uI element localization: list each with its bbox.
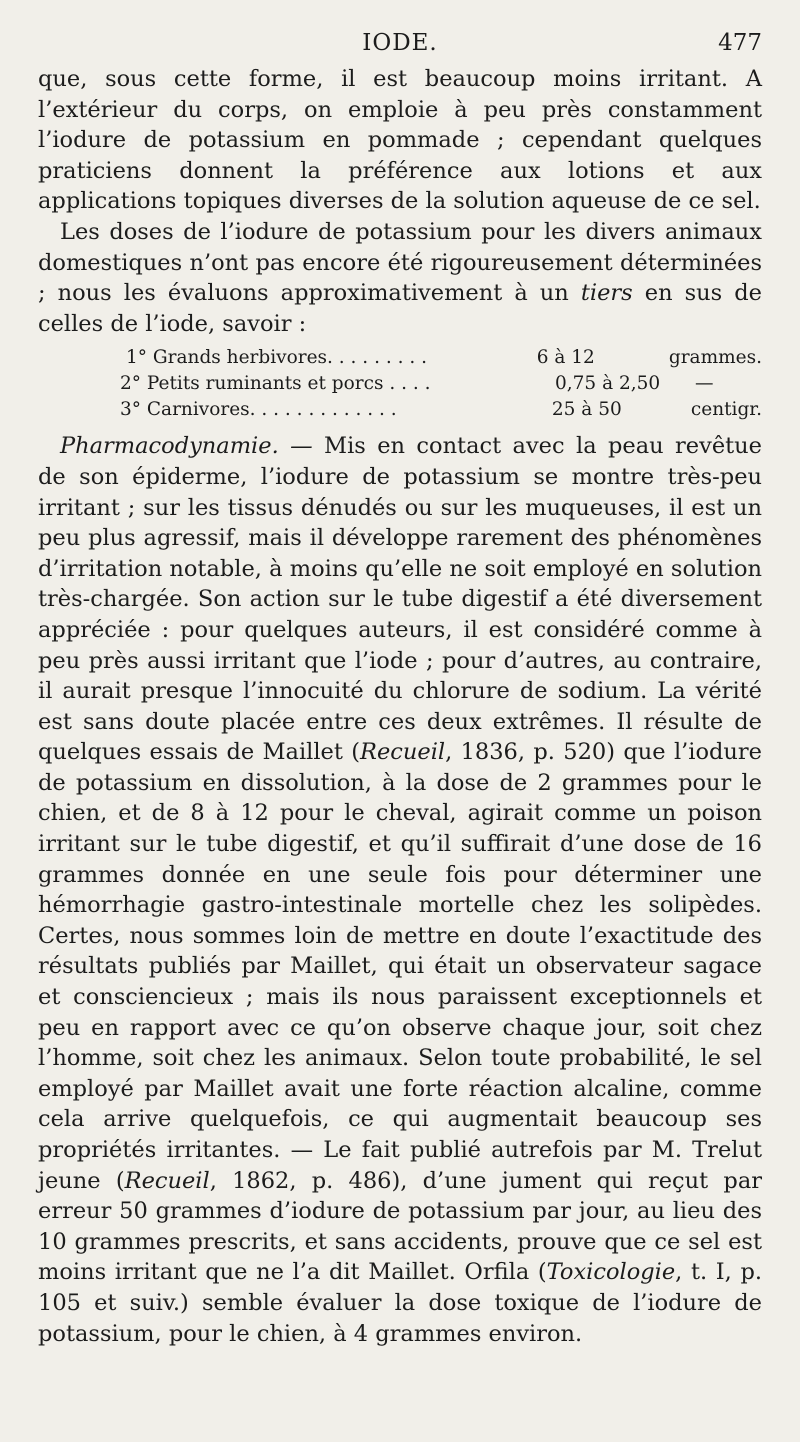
paragraph-3-text-a: Mis en contact avec la peau revêtue de son épiderme, l’iodure de potassium se montre très-peu irritant ; sur les tissus dénudés ou sur les muqueuses, il est un peu plus agressif, mais il développe rarement des phénomènes d’irritation notable, à moins qu’elle ne soit employé en solution très-chargée. Son action sur le tube digestif a été diversement appréciée : pour quelques auteurs, il est considéré comme à peu près aussi irritant que l’iode ; pour d’autres, au contraire, il aurait presque l’innocuité du chlorure de sodium. La vérité est sans doute placée entre ces deux extrêmes. Il résulte de quelques essais de Maillet ( xyxy=(38,433,762,766)
paragraph-2-text-b: en sus de celles de l’iode, savoir : xyxy=(38,280,762,337)
section-heading-pharmacodynamie: Pharmacodynamie. — xyxy=(60,433,313,460)
dose-amount: 25 à 50 xyxy=(551,399,622,421)
dose-row xyxy=(38,345,762,371)
paragraph-3 xyxy=(38,431,762,1349)
dose-list xyxy=(38,345,762,423)
page-number: 477 xyxy=(718,30,762,56)
paragraph-3-text-d: , t. I, p. 105 et suiv.) semble évaluer la dose toxique de l’iodure de potassium, pour le chien, à 4 grammes environ. xyxy=(38,1259,762,1347)
citation-recueil-1836: Recueil xyxy=(360,739,446,766)
dose-unit: centigr. xyxy=(690,399,762,421)
dose-unit: grammes. xyxy=(668,347,762,369)
paragraph-2-text-a: Les doses de l’iodure de potassium pour les divers animaux domestiques n’ont pas encore été rigoureusement déterminées ; nous les évaluons approximativement à un xyxy=(38,218,762,307)
dose-label: 1° Grands herbivores. . . . . . . . . xyxy=(126,347,427,369)
paragraph-3-text-b: , 1836, p. 520) que l’iodure de potassium en dissolution, à la dose de 2 grammes pour le chien, et de 8 à 12 pour le cheval, agirait comme un poison irritant sur le tube digestif, et qu’il suffirait d’une dose de 16 grammes donnée en une seule fois pour déterminer une hémorrhagie gastro-intestinale mortelle chez les solipèdes. Certes, nous sommes loin de mettre en doute l’exactitude des résultats publiés par Maillet, qui était un observateur sagace et consciencieux ; mais ils nous paraissent exceptionnels et peu en rapport avec ce qu’on observe chaque jour, soit chez l’homme, soit chez les animaux. Selon toute probabilité, le sel employé par Maillet avait une forte réaction alcaline, comme cela arrive quelquefois, ce qui augmentait beaucoup ses propriétés irritantes. — Le fait publié autrefois par M. Trelut jeune ( xyxy=(38,739,762,1194)
paragraph-3-text-c: , 1862, p. 486), d’une jument qui reçut par erreur 50 grammes d’iodure de potassium par jour, au lieu des 10 grammes prescrits, et sans accidents, prouve que ce sel est moins irritant que ne l’a dit Maillet. Orfila ( xyxy=(38,1167,762,1286)
dose-row xyxy=(38,397,762,423)
running-header xyxy=(38,30,762,64)
body-text xyxy=(38,64,762,1349)
paragraph-1: que, sous cette forme, il est beaucoup moins irritant. A l’extérieur du corps, on emploie à peu près constamment l’iodure de potassium en pommade ; cependant quelques praticiens donnent la préférence aux lotions et aux applications topiques diverses de la solution aqueuse de ce sel. xyxy=(38,66,762,215)
citation-recueil-1862: Recueil xyxy=(124,1167,210,1194)
citation-toxicologie: Toxicologie xyxy=(546,1259,676,1286)
dose-label: 2° Petits ruminants et porcs . . . . xyxy=(120,373,431,395)
emphasis-tiers: tiers xyxy=(580,280,633,307)
dose-row xyxy=(38,371,762,397)
paragraph-2 xyxy=(38,217,762,339)
dose-amount: 6 à 12 xyxy=(536,347,595,369)
dose-label: 3° Carnivores. . . . . . . . . . . . . xyxy=(120,399,397,421)
running-title: IODE. xyxy=(362,30,438,56)
dose-amount: 0,75 à 2,50 xyxy=(555,373,661,395)
dose-unit: — xyxy=(695,373,714,395)
